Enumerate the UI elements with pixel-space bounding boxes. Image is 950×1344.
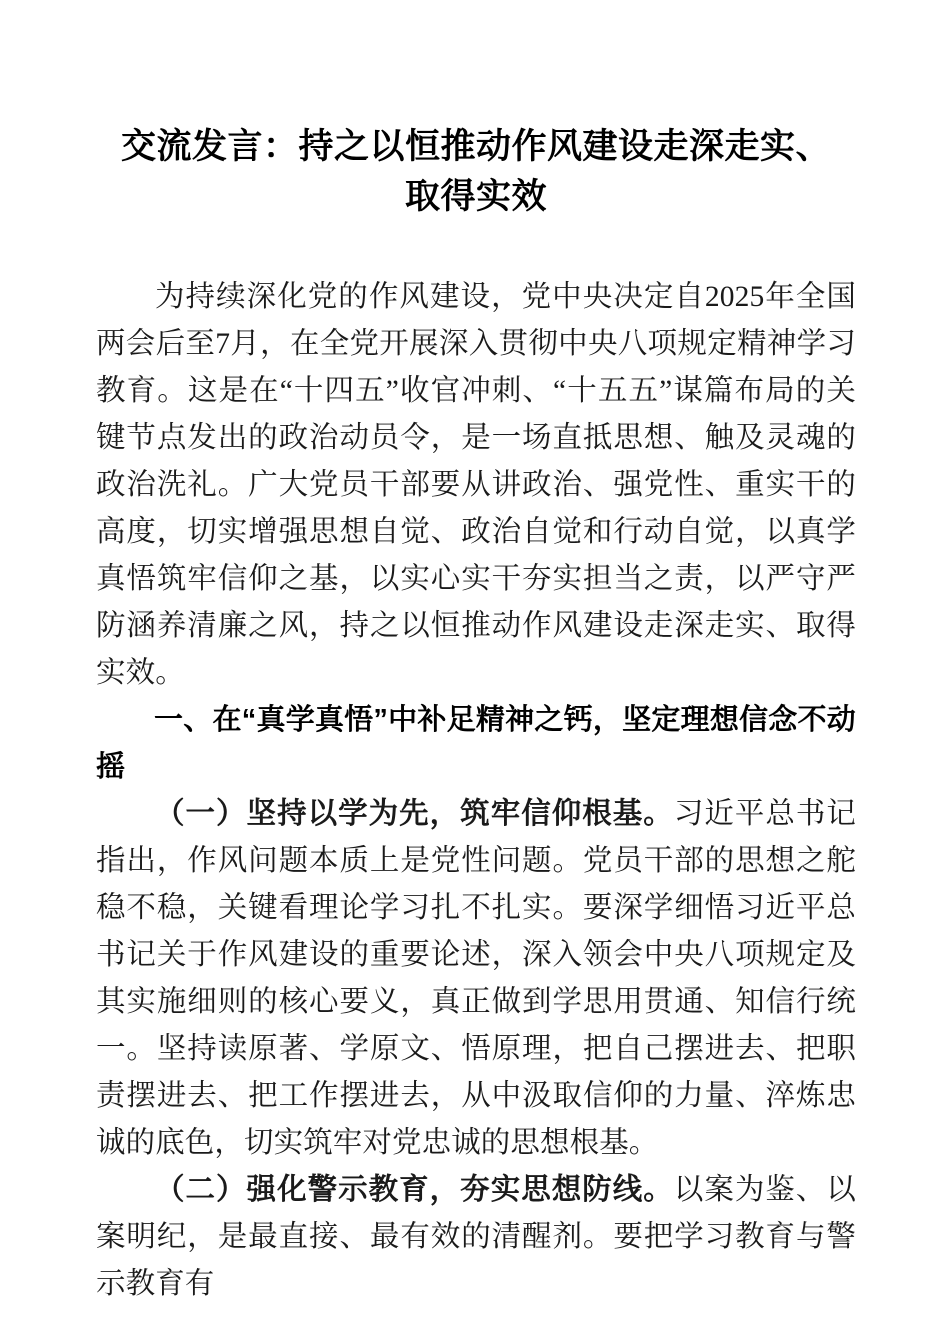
document-content [96,0,856,1308]
title-line-1: 交流发言：持之以恒推动作风建设走深走实、 [120,127,831,166]
subsection-2-body: 以案为鉴、以案明纪，是最直接、最有效的清醒剂。要把学习教育与警示教育有 [96,1174,857,1300]
subsection-2-lead: （二）强化警示教育，夯实思想防线。 [155,1174,674,1206]
lead-paragraph: 为持续深化党的作风建设，党中央决定自2025年全国两会后至7月，在全党开展深入贯彻中央八项规定精神学习教育。这是在“十四五”收官冲刺、“十五五”谋篇布局的关键节点发出的政治动员令，是一场直抵思想、触及灵魂的政治洗礼。广大党员干部要从讲政治、强党性、重实干的高度，切实增强思想自觉、政治自觉和行动自觉，以真学真悟筑牢信仰之基，以实心实干夯实担当之责，以严守严防涵养清廉之风，持之以恒推动作风建设走深走实、取得实效。 [96,281,856,689]
subsection-1-body: 习近平总书记指出，作风问题本质上是党性问题。党员干部的思想之舵稳不稳，关键看理论学习扎不扎实。要深学细悟习近平总书记关于作风建设的重要论述，深入领会中央八项规定及其实施细则的核心要义，真正做到学思用贯通、知信行统一。坚持读原著、学原文、悟原理，把自己摆进去、把职责摆进去、把工作摆进去，从中汲取信仰的力量、淬炼忠诚的底色，切实筑牢对党忠诚的思想根基。 [96,798,857,1159]
page-title [96,0,856,222]
subsection-paragraph-1 [96,791,856,1167]
section-heading-1: 一、在“真学真悟”中补足精神之钙，坚定理想信念不动摇 [96,704,856,783]
subsection-paragraph-2 [96,1167,856,1308]
title-line-2: 取得实效 [404,177,547,216]
subsection-1-lead: （一）坚持以学为先，筑牢信仰根基。 [155,798,674,830]
